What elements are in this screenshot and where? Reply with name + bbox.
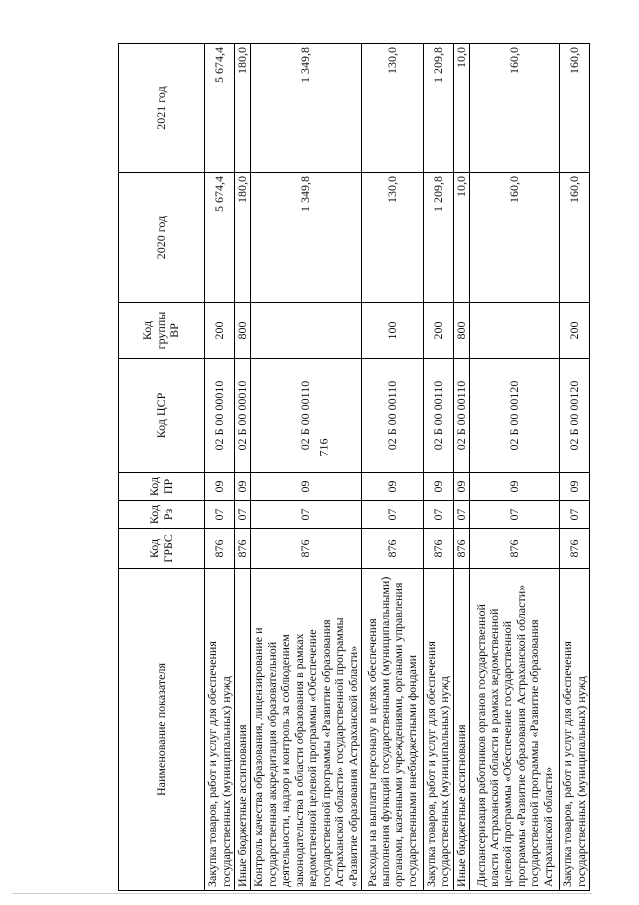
cell-grbs: 876	[251, 529, 362, 569]
header-2021: 2021 год	[119, 44, 205, 173]
cell-rz: 07	[361, 501, 423, 529]
table-row	[453, 44, 469, 891]
cell-vr	[470, 303, 560, 359]
table-row	[560, 44, 590, 891]
cell-grbs: 876	[205, 529, 235, 569]
cell-2020: 5 674,4	[205, 173, 235, 303]
cell-csr: 02 Б 00 00010	[235, 359, 251, 473]
cell-2020: 160,0	[470, 173, 560, 303]
table-row	[470, 44, 560, 891]
cell-2021: 160,0	[560, 44, 590, 173]
cell-grbs: 876	[453, 529, 469, 569]
cell-rz: 07	[251, 501, 362, 529]
cell-2021: 160,0	[470, 44, 560, 173]
cell-2020: 10,0	[453, 173, 469, 303]
cell-csr: 02 Б 00 00120	[560, 359, 590, 473]
cell-rz: 07	[423, 501, 453, 529]
cell-grbs: 876	[560, 529, 590, 569]
cell-pr: 09	[453, 473, 469, 501]
budget-table	[118, 43, 590, 891]
cell-pr: 09	[251, 473, 362, 501]
cell-rz: 07	[453, 501, 469, 529]
cell-pr: 09	[235, 473, 251, 501]
cell-csr: 02 Б 00 00120	[470, 359, 560, 473]
cell-name: Диспансеризация работников органов государственной власти Астраханской области в рамках ведомственной целевой программы «Обеспечение государственной программы «Развитие образования Астраханской области» государственной программы «Развитие образования Астраханской области»	[470, 569, 560, 891]
cell-2021: 5 674,4	[205, 44, 235, 173]
cell-vr: 200	[205, 303, 235, 359]
cell-2021: 1 349,8	[251, 44, 362, 173]
cell-pr: 09	[205, 473, 235, 501]
cell-pr: 09	[423, 473, 453, 501]
rotated-table-container	[118, 44, 588, 891]
cell-name: Закупка товаров, работ и услуг для обеспечения государственных (муниципальных) нужд	[423, 569, 453, 891]
cell-vr: 800	[453, 303, 469, 359]
table-header-row	[119, 44, 205, 891]
cell-csr: 02 Б 00 00110	[453, 359, 469, 473]
cell-grbs: 876	[361, 529, 423, 569]
cell-2020: 1 349,8	[251, 173, 362, 303]
cell-csr: 02 Б 00 00110	[251, 359, 362, 473]
header-vr: Код группы ВР	[119, 303, 205, 359]
table-row	[235, 44, 251, 891]
cell-2021: 1 209,8	[423, 44, 453, 173]
cell-name: Закупка товаров, работ и услуг для обеспечения государственных (муниципальных) нужд	[560, 569, 590, 891]
page-number: 716	[316, 438, 331, 457]
cell-vr: 200	[560, 303, 590, 359]
header-rz: Код Рз	[119, 501, 205, 529]
table-row	[361, 44, 423, 891]
table-row	[251, 44, 362, 891]
cell-2020: 130,0	[361, 173, 423, 303]
cell-name: Иные бюджетные ассигнования	[235, 569, 251, 891]
cell-name: Контроль качества образования, лицензирование и государственная аккредитация образовательной деятельности, надзор и контроль за соблюдением законодательства в области образования в рамках ведомственной целевой программы «Обеспечение государственной программы «Развитие образования Астраханской области» государственной программы «Развитие образования Астраханской области»	[251, 569, 362, 891]
header-name: Наименование показателя	[119, 569, 205, 891]
cell-csr: 02 Б 00 00010	[205, 359, 235, 473]
cell-csr: 02 Б 00 00110	[423, 359, 453, 473]
cell-vr: 200	[423, 303, 453, 359]
table-row	[205, 44, 235, 891]
cell-pr: 09	[361, 473, 423, 501]
cell-vr: 100	[361, 303, 423, 359]
cell-vr: 800	[235, 303, 251, 359]
cell-name: Иные бюджетные ассигнования	[453, 569, 469, 891]
header-2020: 2020 год	[119, 173, 205, 303]
header-grbs: Код ГРБС	[119, 529, 205, 569]
cell-2021: 10,0	[453, 44, 469, 173]
cell-vr	[251, 303, 362, 359]
cell-2021: 180,0	[235, 44, 251, 173]
cell-rz: 07	[235, 501, 251, 529]
footer-divider	[12, 893, 592, 894]
cell-rz: 07	[470, 501, 560, 529]
cell-2020: 1 209,8	[423, 173, 453, 303]
cell-grbs: 876	[235, 529, 251, 569]
cell-pr: 09	[470, 473, 560, 501]
header-csr: Код ЦСР	[119, 359, 205, 473]
cell-2021: 130,0	[361, 44, 423, 173]
table-row	[423, 44, 453, 891]
cell-pr: 09	[560, 473, 590, 501]
cell-name: Закупка товаров, работ и услуг для обеспечения государственных (муниципальных) нужд	[205, 569, 235, 891]
cell-rz: 07	[205, 501, 235, 529]
cell-2020: 160,0	[560, 173, 590, 303]
cell-2020: 180,0	[235, 173, 251, 303]
cell-grbs: 876	[470, 529, 560, 569]
cell-rz: 07	[560, 501, 590, 529]
cell-name: Расходы на выплаты персоналу в целях обеспечения выполнения функций государственными (муниципальными) органами, казенными учреждениями, органами управления государственными внебюджетными фондами	[361, 569, 423, 891]
header-pr: Код ПР	[119, 473, 205, 501]
cell-grbs: 876	[423, 529, 453, 569]
cell-csr: 02 Б 00 00110	[361, 359, 423, 473]
